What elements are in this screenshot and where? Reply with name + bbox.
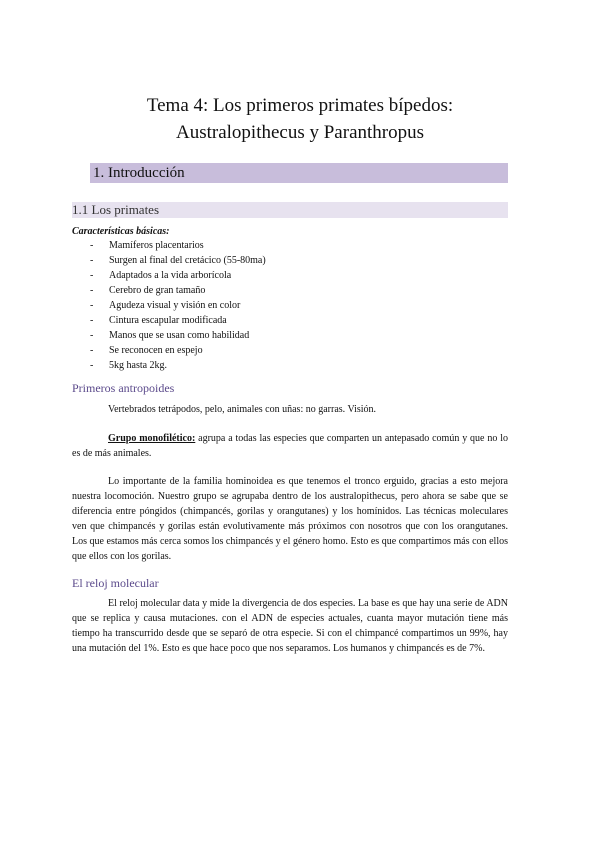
definition-paragraph: [72, 431, 508, 461]
dash-bullet: -: [90, 255, 94, 266]
dash-bullet: -: [90, 285, 94, 296]
subsection-heading-primates: 1.1 Los primates: [72, 202, 508, 218]
list-item: [90, 313, 266, 328]
list-item: [90, 328, 266, 343]
page-title-line-2: Australopithecus y Paranthropus: [175, 122, 424, 143]
antropoides-description: Vertebrados tetrápodos, pelo, animales con uñas: no garras. Visión.: [108, 404, 377, 415]
list-item-text: Manos que se usan como habilidad: [109, 330, 250, 341]
list-item-text: 5kg hasta 2kg.: [109, 360, 168, 371]
list-item-text: Adaptados a la vida arborícola: [109, 270, 232, 281]
section-heading-introduccion: 1. Introducción: [90, 163, 508, 183]
hominoidea-paragraph: Lo importante de la familia hominoidea es que tenemos el tronco erguido, gracias a esto mejora nuestra locomoción. Nuestro grupo se agrupaba dentro de los australopithecus, pero ahora se sabe que se diferencia entre póngidos (chimpancés, gorilas y orangutanes) y los homínidos. Las técnicas moleculares ven que chimpancés y gorilas están evolutivamente más próximos con nosotros que con los orangutanes. Los que estamos más cerca somos los chimpancés y el género homo. Esto es que compartimos más con ellos que ellos con los gorilas.: [72, 476, 508, 562]
list-item: [90, 358, 266, 373]
list-item: [90, 238, 266, 253]
list-item-text: Cintura escapular modificada: [109, 315, 227, 326]
definition-term: Grupo monofilético:: [108, 433, 196, 444]
dash-bullet: -: [90, 345, 94, 356]
page-title-line-1: Tema 4: Los primeros primates bípedos:: [146, 95, 454, 116]
feature-list: [90, 238, 266, 373]
list-item-text: Cerebro de gran tamaño: [109, 285, 206, 296]
dash-bullet: -: [90, 330, 94, 341]
features-label: Características básicas:: [72, 226, 170, 237]
list-item-text: Se reconocen en espejo: [109, 345, 203, 356]
dash-bullet: -: [90, 240, 94, 251]
list-item: [90, 283, 266, 298]
list-item-text: Mamíferos placentarios: [109, 240, 204, 251]
list-item: [90, 253, 266, 268]
dash-bullet: -: [90, 315, 94, 326]
list-item: [90, 343, 266, 358]
dash-bullet: -: [90, 270, 94, 281]
definition-text: agrupa a todas las especies que comparten un antepasado común y que no lo es de más animales.: [72, 433, 508, 459]
page-title: [0, 92, 600, 146]
dash-bullet: -: [90, 300, 94, 311]
list-item-text: Agudeza visual y visión en color: [109, 300, 241, 311]
list-item-text: Surgen al final del cretácico (55-80ma): [109, 255, 266, 266]
heading-primeros-antropoides: Primeros antropoides: [72, 381, 175, 395]
list-item: [90, 298, 266, 313]
reloj-paragraph: El reloj molecular data y mide la divergencia de dos especies. La base es que hay una serie de ADN que se replica y causa mutaciones. con el ADN de especies actuales, cuanta mayor mutación tiene más tiempo ha transcurrido desde que se separó de otra especie. Si con el chimpancé compartimos un 99%, hay una mutación del 1%. Esto es que hace poco que nos separamos. Los humanos y chimpancés es de 7%.: [72, 598, 508, 654]
heading-reloj-molecular: El reloj molecular: [72, 576, 159, 590]
dash-bullet: -: [90, 360, 94, 371]
list-item: [90, 268, 266, 283]
